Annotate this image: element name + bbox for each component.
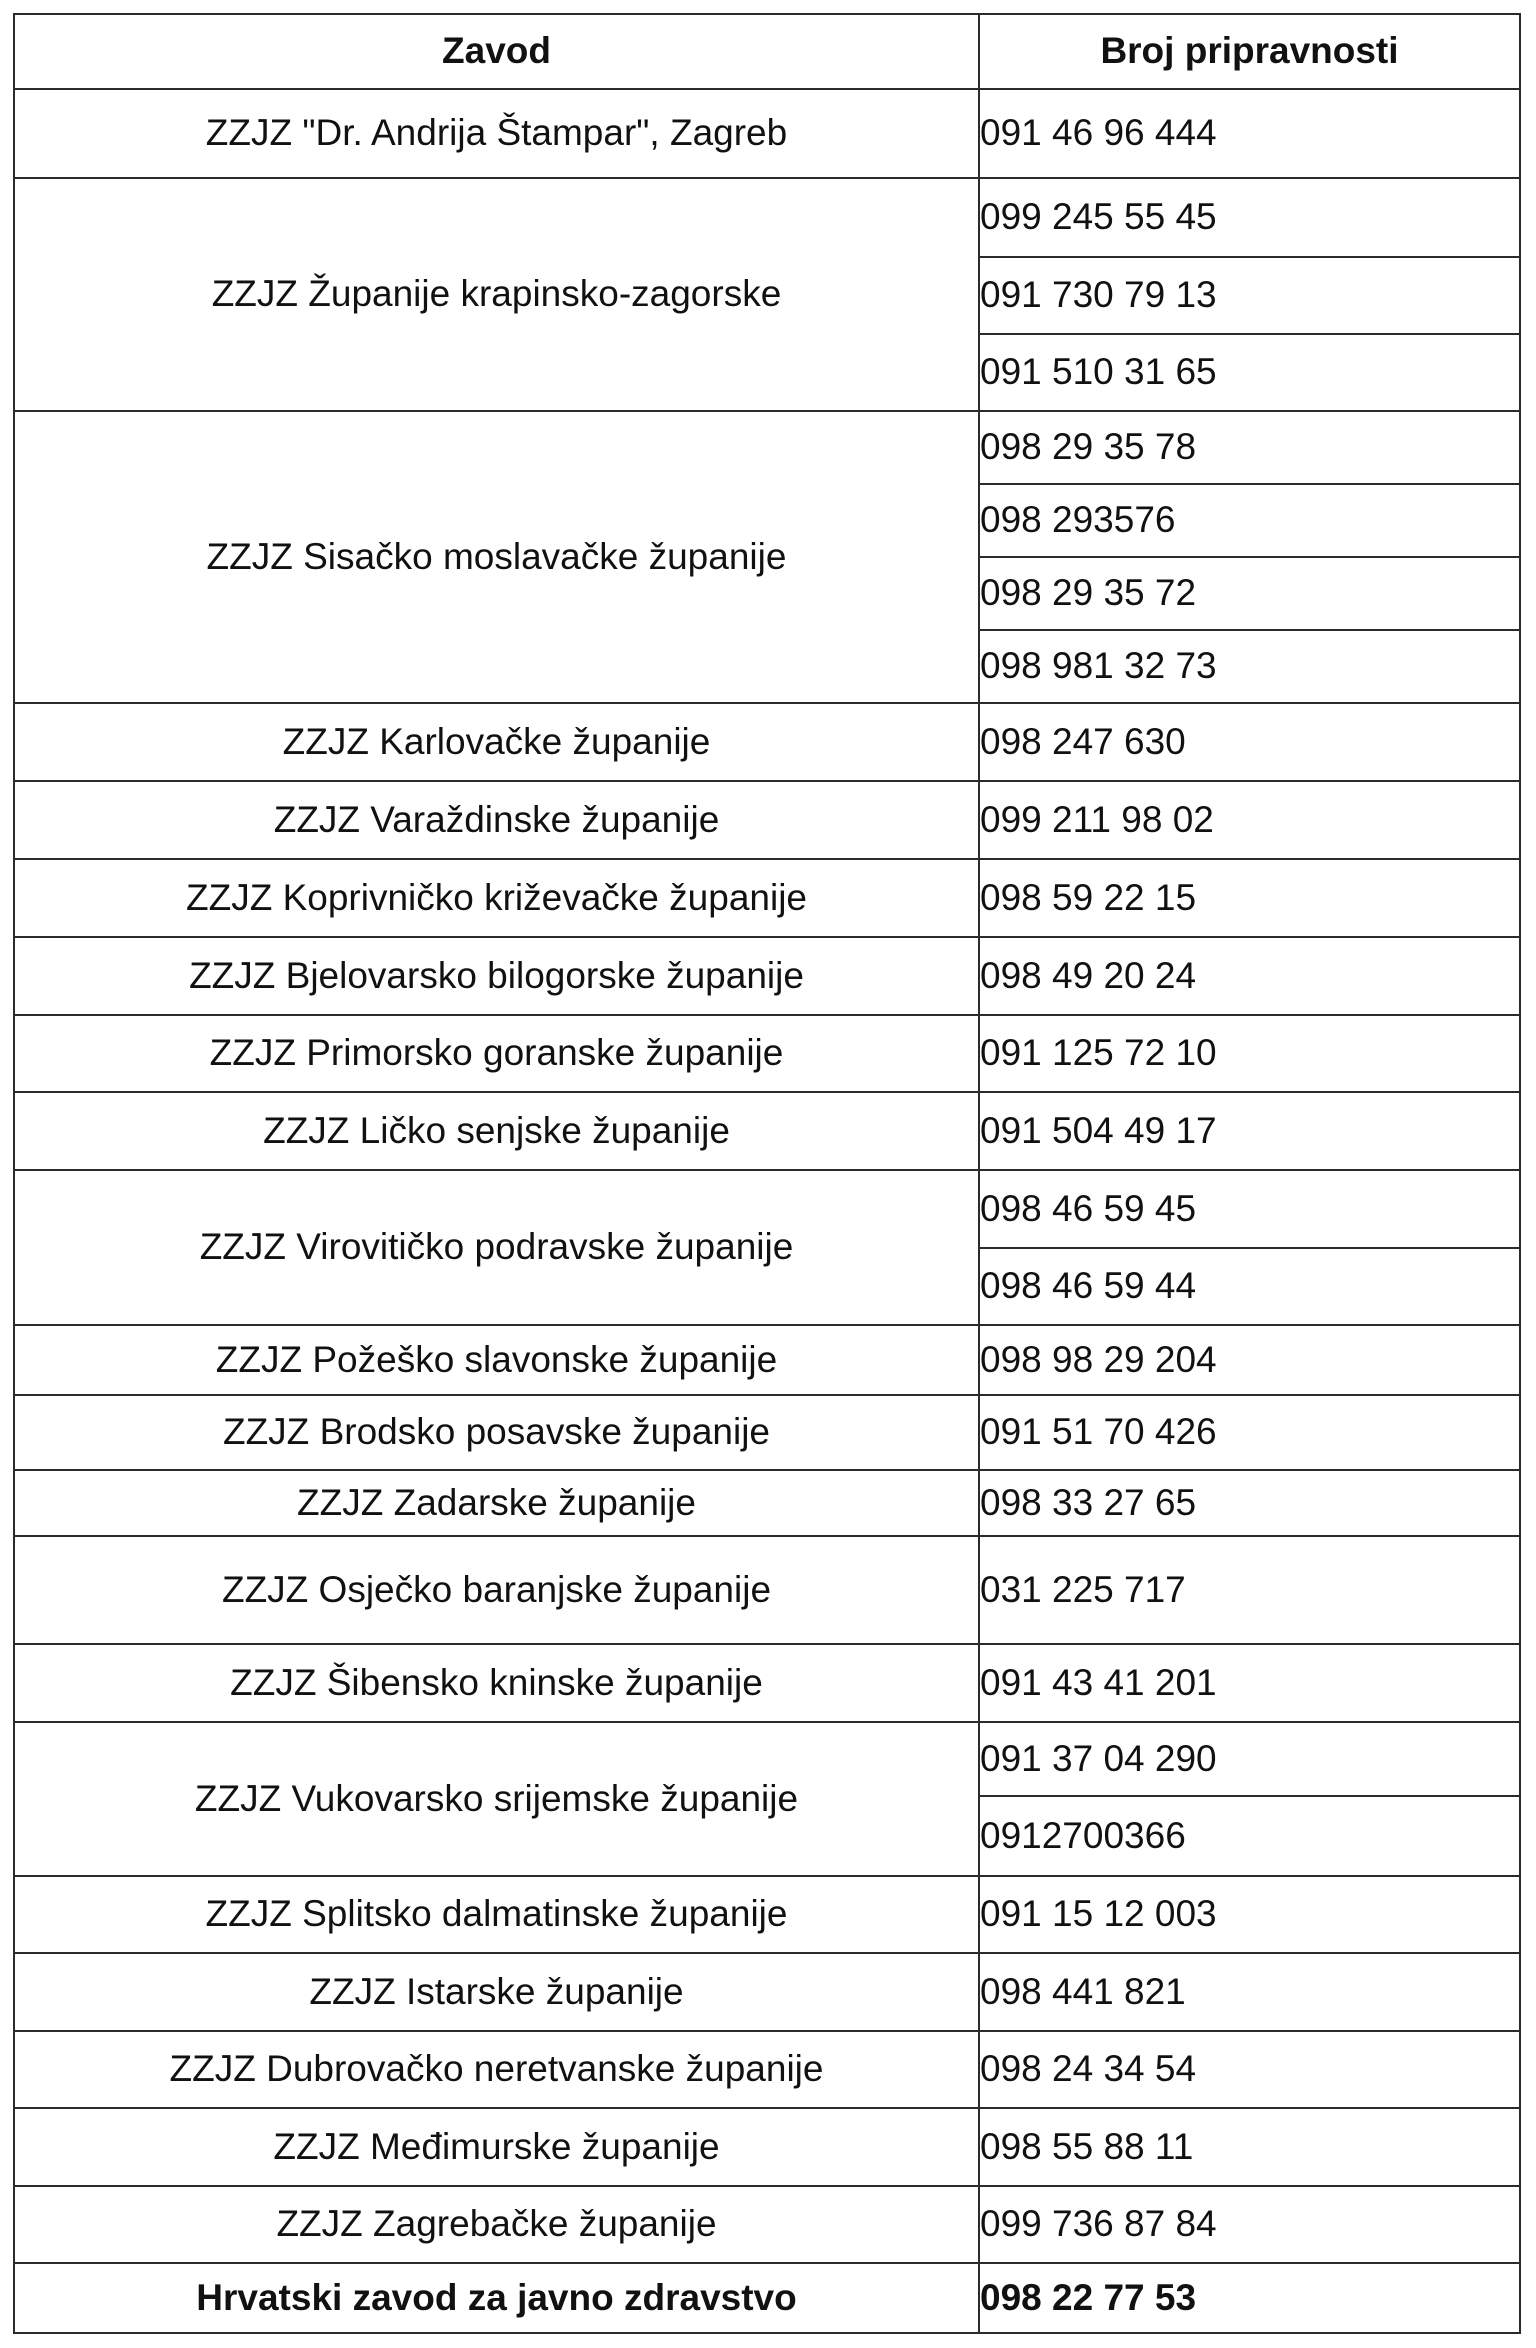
phone-cell: 098 46 59 45 (979, 1170, 1520, 1248)
phone-cell: 098 49 20 24 (979, 937, 1520, 1015)
table-row (14, 1170, 1520, 1248)
phone-cell: 099 245 55 45 (979, 178, 1520, 257)
phone-cell: 098 441 821 (979, 1953, 1520, 2031)
table-row (14, 1536, 1520, 1644)
table-row (14, 178, 1520, 257)
institution-cell: ZZJZ Vukovarsko srijemske županije (14, 1722, 979, 1876)
table-row (14, 2031, 1520, 2108)
table-row (14, 859, 1520, 937)
table-row (14, 1015, 1520, 1092)
standby-phone-table (13, 13, 1521, 2334)
phone-cell: 098 247 630 (979, 703, 1520, 781)
institution-cell: ZZJZ Dubrovačko neretvanske županije (14, 2031, 979, 2108)
institution-cell: ZZJZ Primorsko goranske županije (14, 1015, 979, 1092)
phone-cell: 091 15 12 003 (979, 1876, 1520, 1953)
phone-cell: 091 37 04 290 (979, 1722, 1520, 1796)
phone-cell: 091 510 31 65 (979, 334, 1520, 411)
institution-cell: ZZJZ "Dr. Andrija Štampar", Zagreb (14, 89, 979, 178)
phone-cell: 098 29 35 78 (979, 411, 1520, 484)
phone-cell: 098 22 77 53 (979, 2263, 1520, 2333)
table-row (14, 89, 1520, 178)
table-row (14, 703, 1520, 781)
table-row (14, 937, 1520, 1015)
phone-cell: 098 33 27 65 (979, 1470, 1520, 1536)
institution-cell: ZZJZ Zadarske županije (14, 1470, 979, 1536)
phone-cell: 091 43 41 201 (979, 1644, 1520, 1722)
institution-cell: ZZJZ Istarske županije (14, 1953, 979, 2031)
table-row (14, 781, 1520, 859)
phone-cell: 091 125 72 10 (979, 1015, 1520, 1092)
phone-cell: 091 46 96 444 (979, 89, 1520, 178)
table-row (14, 2263, 1520, 2333)
table-row (14, 1953, 1520, 2031)
phone-cell: 031 225 717 (979, 1536, 1520, 1644)
institution-cell: ZZJZ Splitsko dalmatinske županije (14, 1876, 979, 1953)
institution-cell: ZZJZ Šibensko kninske županije (14, 1644, 979, 1722)
phone-cell: 098 29 35 72 (979, 557, 1520, 630)
institution-cell: ZZJZ Zagrebačke županije (14, 2186, 979, 2263)
institution-cell: ZZJZ Požeško slavonske županije (14, 1325, 979, 1395)
table-row (14, 1644, 1520, 1722)
phone-cell: 091 730 79 13 (979, 257, 1520, 334)
table-row (14, 2108, 1520, 2186)
phone-cell: 099 211 98 02 (979, 781, 1520, 859)
institution-cell: ZZJZ Ličko senjske županije (14, 1092, 979, 1170)
institution-cell: ZZJZ Karlovačke županije (14, 703, 979, 781)
header-row (14, 14, 1520, 89)
institution-cell: Hrvatski zavod za javno zdravstvo (14, 2263, 979, 2333)
institution-cell: ZZJZ Županije krapinsko-zagorske (14, 178, 979, 411)
table-row (14, 1722, 1520, 1796)
phone-cell: 098 59 22 15 (979, 859, 1520, 937)
table-row (14, 1876, 1520, 1953)
phone-cell: 098 98 29 204 (979, 1325, 1520, 1395)
table-row (14, 1325, 1520, 1395)
phone-cell: 098 24 34 54 (979, 2031, 1520, 2108)
table-row (14, 1092, 1520, 1170)
institution-cell: ZZJZ Brodsko posavske županije (14, 1395, 979, 1470)
table-row (14, 2186, 1520, 2263)
institution-cell: ZZJZ Bjelovarsko bilogorske županije (14, 937, 979, 1015)
institution-cell: ZZJZ Varaždinske županije (14, 781, 979, 859)
header-institution: Zavod (14, 14, 979, 89)
table-row (14, 1395, 1520, 1470)
header-phone: Broj pripravnosti (979, 14, 1520, 89)
phone-cell: 098 55 88 11 (979, 2108, 1520, 2186)
institution-cell: ZZJZ Koprivničko križevačke županije (14, 859, 979, 937)
institution-cell: ZZJZ Međimurske županije (14, 2108, 979, 2186)
phone-cell: 099 736 87 84 (979, 2186, 1520, 2263)
phone-cell: 098 293576 (979, 484, 1520, 557)
institution-cell: ZZJZ Osječko baranjske županije (14, 1536, 979, 1644)
institution-cell: ZZJZ Sisačko moslavačke županije (14, 411, 979, 703)
phone-cell: 091 504 49 17 (979, 1092, 1520, 1170)
phone-cell: 098 981 32 73 (979, 630, 1520, 703)
table-body (14, 89, 1520, 2333)
phone-cell: 091 51 70 426 (979, 1395, 1520, 1470)
table-row (14, 411, 1520, 484)
phone-cell: 0912700366 (979, 1796, 1520, 1876)
table-row (14, 1470, 1520, 1536)
phone-cell: 098 46 59 44 (979, 1248, 1520, 1325)
institution-cell: ZZJZ Virovitičko podravske županije (14, 1170, 979, 1325)
